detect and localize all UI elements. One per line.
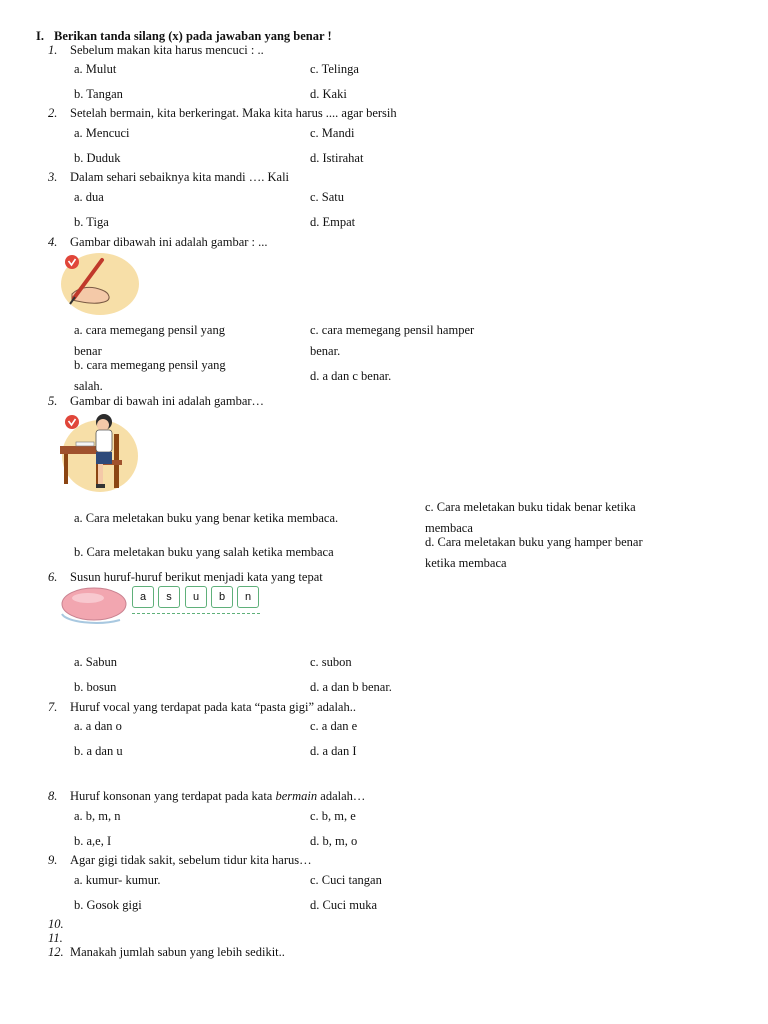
- answer-line: [132, 613, 260, 614]
- option-c[interactable]: c. Cuci tangan: [310, 873, 382, 887]
- question-number: 9.: [48, 853, 58, 867]
- letter-tile: b: [211, 586, 233, 608]
- soap-image: [58, 584, 130, 628]
- question-number: 2.: [48, 106, 58, 120]
- letter-tile: u: [185, 586, 207, 608]
- question-text: Agar gigi tidak sakit, sebelum tidur kita harus…: [70, 853, 312, 867]
- letter-tile: n: [237, 586, 259, 608]
- option-b[interactable]: b. cara memegang pensil yang: [74, 358, 226, 372]
- option-b[interactable]: b. Duduk: [74, 151, 121, 165]
- question-number: 6.: [48, 570, 58, 584]
- option-c-continued: membaca: [425, 521, 473, 535]
- option-a[interactable]: a. kumur- kumur.: [74, 873, 161, 887]
- letter-tile: s: [158, 586, 180, 608]
- question-text: Sebelum makan kita harus mencuci : ..: [70, 43, 264, 57]
- option-c[interactable]: c. Satu: [310, 190, 345, 204]
- option-c[interactable]: c. Telinga: [310, 62, 359, 76]
- option-a[interactable]: a. Sabun: [74, 655, 118, 669]
- option-d[interactable]: d. a dan b benar.: [310, 680, 392, 694]
- option-b[interactable]: b. a,e, I: [74, 834, 112, 848]
- option-a-continued: benar: [74, 344, 102, 358]
- question-number: 4.: [48, 235, 58, 249]
- option-d[interactable]: d. Kaki: [310, 87, 347, 101]
- option-d[interactable]: d. Istirahat: [310, 151, 364, 165]
- question-text: Huruf vocal yang terdapat pada kata “pasta gigi” adalah..: [70, 700, 356, 714]
- option-d[interactable]: d. Cuci muka: [310, 898, 378, 912]
- question-number-11: 11.: [48, 931, 63, 945]
- question-text-italic: bermain: [275, 789, 318, 803]
- question-text: Gambar di bawah ini adalah gambar…: [70, 394, 265, 408]
- option-a[interactable]: a. a dan o: [74, 719, 122, 733]
- option-a[interactable]: a. cara memegang pensil yang: [74, 323, 225, 337]
- question-number-12: 12.: [48, 945, 64, 959]
- option-b-continued: salah.: [74, 379, 103, 393]
- question-number: 5.: [48, 394, 58, 408]
- option-b[interactable]: b. a dan u: [74, 744, 123, 758]
- question-text: Gambar dibawah ini adalah gambar : ...: [70, 235, 268, 249]
- option-d-continued: ketika membaca: [425, 556, 507, 570]
- option-c[interactable]: c. Cara meletakan buku tidak benar ketika: [425, 500, 636, 514]
- option-a[interactable]: a. Mencuci: [74, 126, 130, 140]
- question-text: Susun huruf-huruf berikut menjadi kata yang tepat: [70, 570, 323, 584]
- option-b[interactable]: b. Cara meletakan buku yang salah ketika membaca: [74, 545, 334, 559]
- question-text: [70, 789, 365, 804]
- pencil-grip-image: [56, 250, 142, 316]
- question-text-start: Huruf konsonan yang terdapat pada kata: [70, 789, 276, 803]
- option-d[interactable]: d. Empat: [310, 215, 356, 229]
- option-d[interactable]: d. Cara meletakan buku yang hamper benar: [425, 535, 643, 549]
- option-c[interactable]: c. cara memegang pensil hamper: [310, 323, 475, 337]
- option-c[interactable]: c. subon: [310, 655, 352, 669]
- option-a[interactable]: a. Mulut: [74, 62, 117, 76]
- option-d[interactable]: d. a dan I: [310, 744, 357, 758]
- section-number: I.: [36, 29, 44, 43]
- reading-posture-image: [56, 408, 142, 494]
- option-c[interactable]: c. Mandi: [310, 126, 355, 140]
- option-b[interactable]: b. bosun: [74, 680, 117, 694]
- question-number: 1.: [48, 43, 58, 57]
- option-d[interactable]: d. b, m, o: [310, 834, 358, 848]
- question-number-10: 10.: [48, 917, 64, 931]
- option-c-continued: benar.: [310, 344, 341, 358]
- question-number: 3.: [48, 170, 58, 184]
- letter-tile: a: [132, 586, 154, 608]
- option-a[interactable]: a. Cara meletakan buku yang benar ketika membaca.: [74, 511, 339, 525]
- question-number: 8.: [48, 789, 58, 803]
- option-c[interactable]: c. a dan e: [310, 719, 358, 733]
- option-c[interactable]: c. b, m, e: [310, 809, 356, 823]
- option-a[interactable]: a. dua: [74, 190, 104, 204]
- option-b[interactable]: b. Tiga: [74, 215, 109, 229]
- option-b[interactable]: b. Tangan: [74, 87, 123, 101]
- question-text-end: adalah…: [317, 789, 366, 803]
- option-a[interactable]: a. b, m, n: [74, 809, 121, 823]
- question-text-12: Manakah jumlah sabun yang lebih sedikit..: [70, 945, 285, 959]
- question-text: Dalam sehari sebaiknya kita mandi …. Kali: [70, 170, 290, 184]
- question-text: Setelah bermain, kita berkeringat. Maka kita harus .... agar bersih: [70, 106, 397, 120]
- instruction-heading: Berikan tanda silang (x) pada jawaban yang benar !: [54, 29, 332, 43]
- option-b[interactable]: b. Gosok gigi: [74, 898, 142, 912]
- question-number: 7.: [48, 700, 58, 714]
- option-d[interactable]: d. a dan c benar.: [310, 369, 392, 383]
